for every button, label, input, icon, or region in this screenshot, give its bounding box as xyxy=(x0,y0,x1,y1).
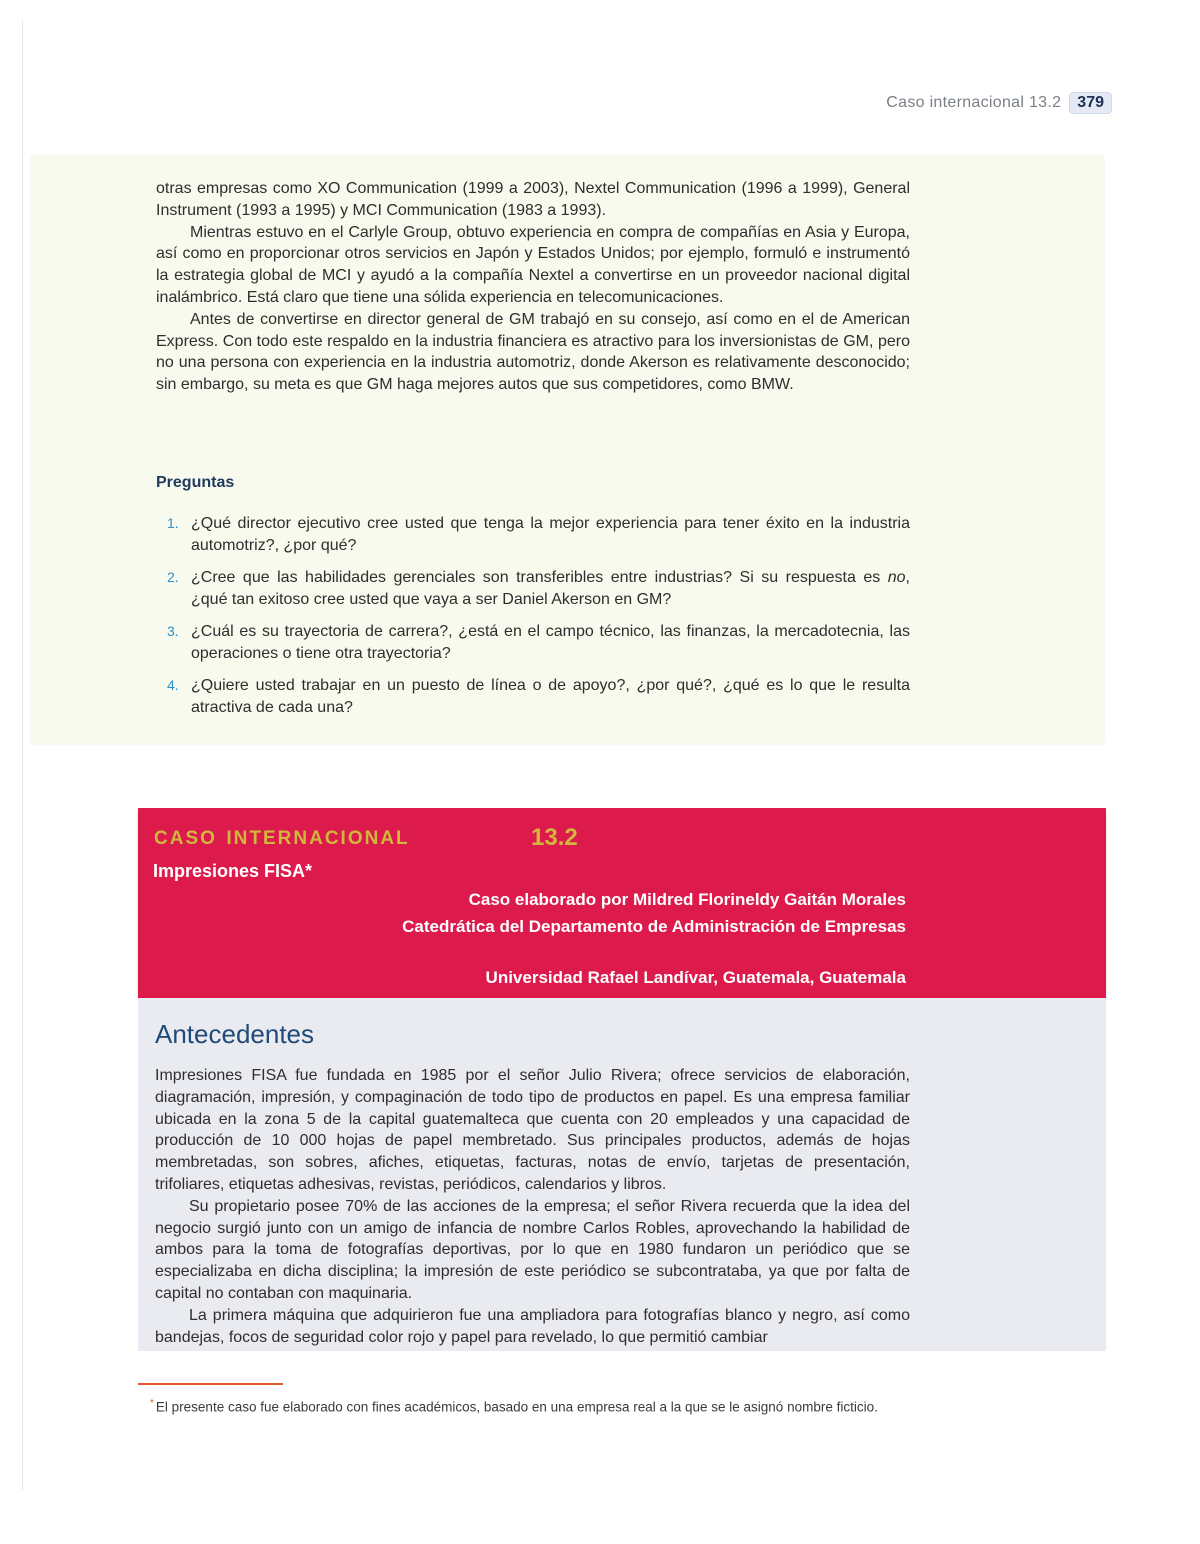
footnote-marker: * xyxy=(150,1398,154,1409)
footnote xyxy=(150,1394,930,1417)
question-text: ¿Cree que las habilidades gerenciales son transferibles entre industrias? Si su respuesta es xyxy=(191,569,888,587)
question-emphasis: no xyxy=(887,569,906,587)
question-item xyxy=(156,675,910,719)
paragraph: Su propietario posee 70% de las acciones de la empresa; el señor Rivera recuerda que la idea del negocio surgió junto con un amigo de infancia de nombre Carlos Robles, aprovechando la habilidad de ambos para la toma de fotografías deportivas, por lo que en 1980 fundaron un periódico que se especializaba en dicha disciplina; la impresión de este periódico se subcontrataba, ya que por falta de capital no contaban con maquinaria. xyxy=(155,1197,910,1302)
question-item xyxy=(156,567,910,611)
question-item xyxy=(156,513,910,557)
banner-author-role: Catedrática del Departamento de Administración de Empresas xyxy=(402,917,906,936)
paragraph: Impresiones FISA fue fundada en 1985 por el señor Julio Rivera; ofrece servicios de elaboración, diagramación, impresión, y compaginación de todo tipo de productos en papel. Es una empresa familiar ubicada en la zona 5 de la capital guatemalteca que cuenta con 20 empleados y una capacidad de producción de 10 000 hojas de papel membretado. Sus principales productos, además de hojas membretadas, son sobres, afiches, etiquetas, facturas, notas de envío, tarjetas de presentación, trifoliares, etiquetas adhesivas, revistas, periódicos, calendarios y libros. xyxy=(155,1067,910,1193)
paragraph: La primera máquina que adquirieron fue una ampliadora para fotografías blanco y negro, así como bandejas, focos de seguridad color rojo y papel para revelado, lo que permitió cambiar xyxy=(155,1306,910,1346)
page-number: 379 xyxy=(1069,92,1112,114)
antecedentes-text xyxy=(155,1065,910,1348)
footnote-divider xyxy=(138,1383,283,1385)
case-banner xyxy=(138,808,1106,998)
question-text: ¿Quiere usted trabajar en un puesto de línea o de apoyo?, ¿por qué?, ¿qué es lo que le resulta atractiva de cada una? xyxy=(191,677,910,717)
paragraph: otras empresas como XO Communication (1999 a 2003), Nextel Communication (1996 a 1999), General Instrument (1993 a 1995) y MCI Communication (1983 a 1993). xyxy=(156,180,910,219)
question-number: 2. xyxy=(167,569,179,586)
question-number: 4. xyxy=(167,677,179,694)
question-text: ¿Cuál es su trayectoria de carrera?, ¿está en el campo técnico, las finanzas, la mercadotecnia, las operaciones o tiene otra trayectoria? xyxy=(191,623,910,662)
paragraph: Mientras estuvo en el Carlyle Group, obtuvo experiencia en compra de compañías en Asia y Europa, así como en proporcionar otros servicios en Japón y Estados Unidos; por ejemplo, formuló e instrumentó la estrategia global de MCI y ayudó a la compañía Nextel a convertirse en un proveedor nacional digital inalámbrico. Está claro que tiene una sólida experiencia en telecomunicaciones. xyxy=(156,223,910,306)
running-head xyxy=(886,92,1112,114)
banner-author: Caso elaborado por Mildred Florineldy Gaitán Morales xyxy=(468,890,906,909)
footnote-text: El presente caso fue elaborado con fines académicos, basado en una empresa real a la que se le asignó nombre ficticio. xyxy=(155,1399,878,1415)
case-continuation-text xyxy=(156,178,910,396)
banner-case-title: Impresiones FISA* xyxy=(153,861,313,881)
question-number: 3. xyxy=(167,623,179,640)
banner-case-number: 13.2 xyxy=(531,824,578,851)
section-heading: Antecedentes xyxy=(155,1019,315,1049)
question-text: ¿Qué director ejecutivo cree usted que tenga la mejor experiencia para tener éxito en la industria automotriz?, ¿por qué? xyxy=(191,515,910,554)
questions-list xyxy=(156,513,910,729)
question-text: , ¿qué tan exitoso cree usted que vaya a ser Daniel Akerson en GM? xyxy=(191,569,910,608)
question-item xyxy=(156,621,910,665)
paragraph: Antes de convertirse en director general de GM trabajó en su consejo, así como en el de American Express. Con todo este respaldo en la industria financiera es atractivo para los inversionistas de GM, pero no una persona con experiencia en la industria automotriz, donde Akerson es relativamente desconocido; sin embargo, su meta es que GM haga mejores autos que sus competidores, como BMW. xyxy=(156,310,910,394)
question-number: 1. xyxy=(167,515,179,531)
banner-kicker: caso internacional xyxy=(154,820,410,850)
questions-heading: Preguntas xyxy=(156,474,235,491)
banner-institution: Universidad Rafael Landívar, Guatemala, Guatemala xyxy=(485,968,906,987)
page-margin-rule xyxy=(22,20,23,1490)
running-head-title: Caso internacional 13.2 xyxy=(886,94,1062,111)
